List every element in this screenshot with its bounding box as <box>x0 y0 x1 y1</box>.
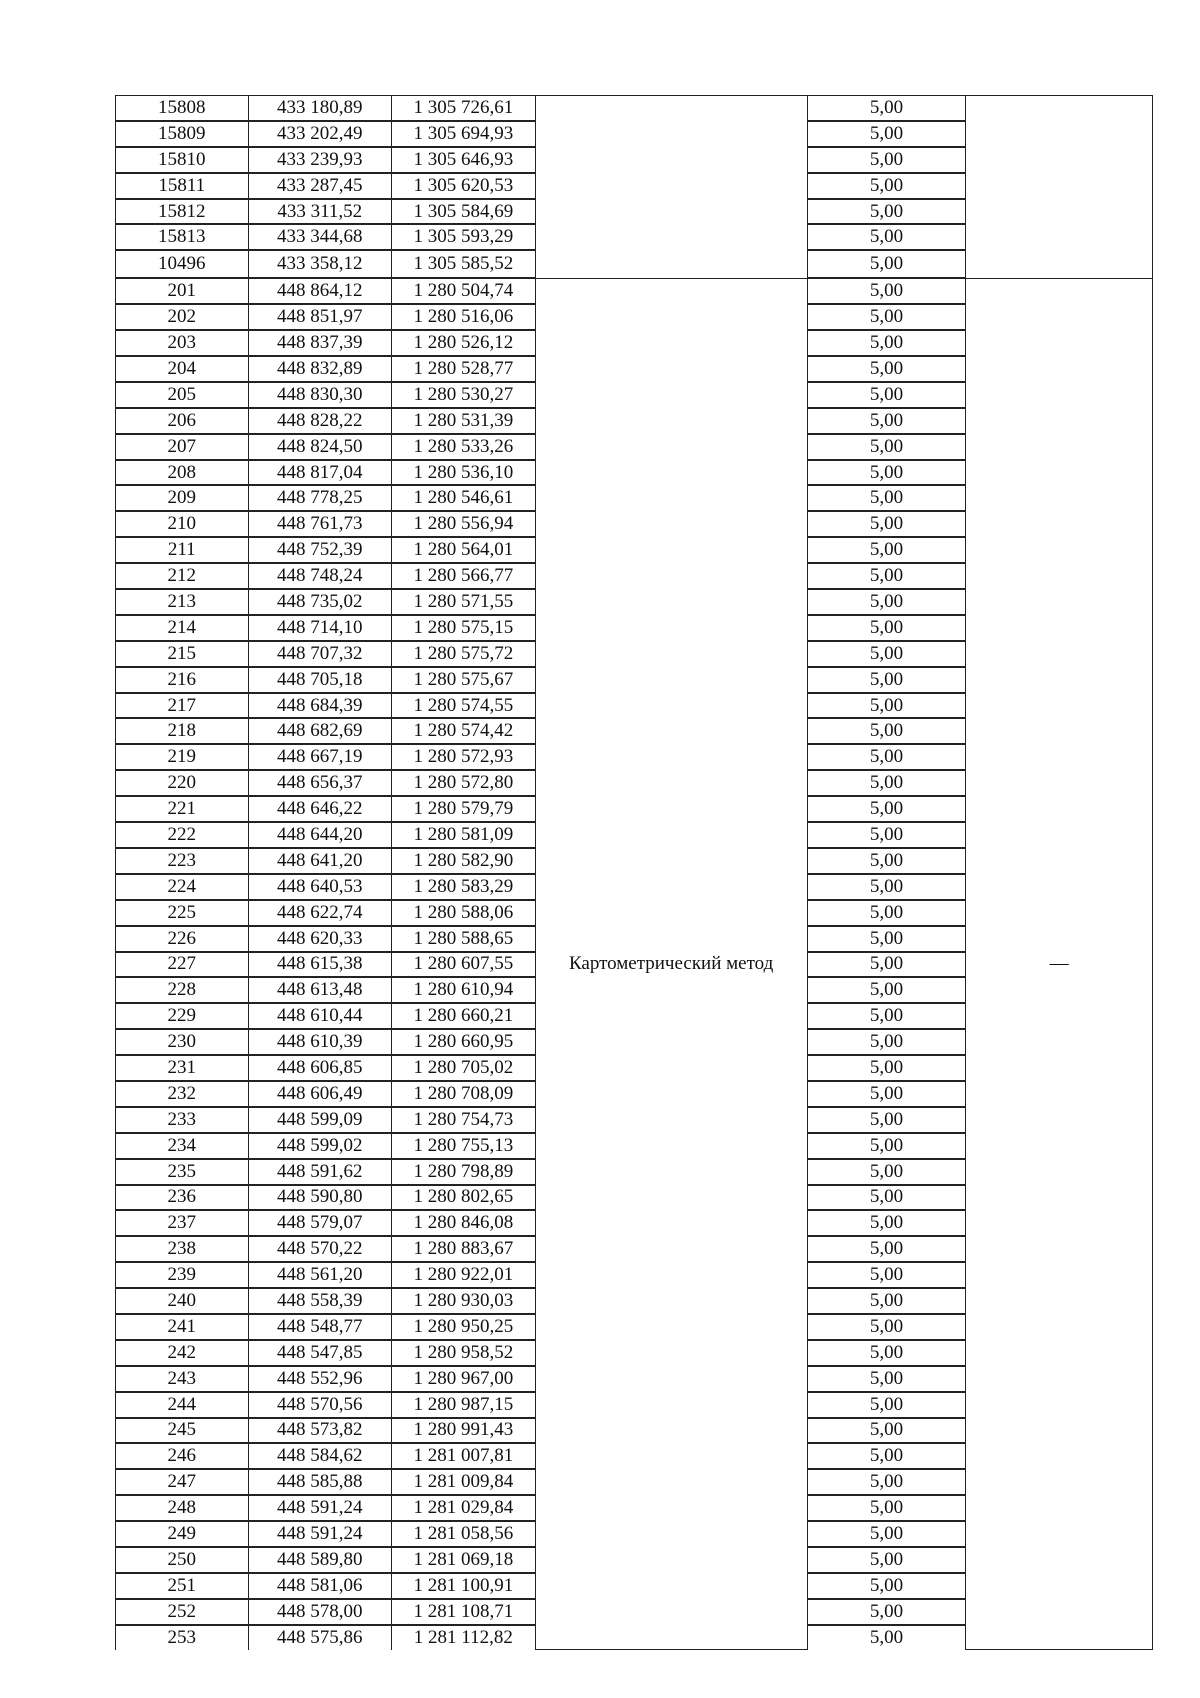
method-cell <box>535 96 807 279</box>
x-coordinate-cell: 448 599,02 <box>248 1133 392 1159</box>
point-number-cell: 248 <box>116 1495 249 1521</box>
accuracy-cell: 5,00 <box>807 121 966 147</box>
x-coordinate-cell: 448 641,20 <box>248 848 392 874</box>
y-coordinate-cell: 1 280 533,26 <box>392 434 536 460</box>
x-coordinate-cell: 448 585,88 <box>248 1469 392 1495</box>
x-coordinate-cell: 448 599,09 <box>248 1107 392 1133</box>
y-coordinate-cell: 1 305 620,53 <box>392 173 536 199</box>
accuracy-cell: 5,00 <box>807 224 966 250</box>
x-coordinate-cell: 448 752,39 <box>248 537 392 563</box>
point-number-cell: 240 <box>116 1288 249 1314</box>
x-coordinate-cell: 448 817,04 <box>248 460 392 486</box>
y-coordinate-cell: 1 280 581,09 <box>392 822 536 848</box>
accuracy-cell: 5,00 <box>807 900 966 926</box>
point-number-cell: 246 <box>116 1443 249 1469</box>
y-coordinate-cell: 1 280 930,03 <box>392 1288 536 1314</box>
accuracy-cell: 5,00 <box>807 1443 966 1469</box>
accuracy-cell: 5,00 <box>807 1210 966 1236</box>
point-number-cell: 229 <box>116 1003 249 1029</box>
y-coordinate-cell: 1 280 546,61 <box>392 485 536 511</box>
x-coordinate-cell: 448 570,56 <box>248 1392 392 1418</box>
x-coordinate-cell: 448 606,85 <box>248 1055 392 1081</box>
accuracy-cell: 5,00 <box>807 874 966 900</box>
x-coordinate-cell: 448 778,25 <box>248 485 392 511</box>
y-coordinate-cell: 1 280 705,02 <box>392 1055 536 1081</box>
y-coordinate-cell: 1 280 754,73 <box>392 1107 536 1133</box>
point-number-cell: 247 <box>116 1469 249 1495</box>
accuracy-cell: 5,00 <box>807 770 966 796</box>
x-coordinate-cell: 448 864,12 <box>248 278 392 304</box>
y-coordinate-cell: 1 280 958,52 <box>392 1340 536 1366</box>
accuracy-cell: 5,00 <box>807 434 966 460</box>
x-coordinate-cell: 448 707,32 <box>248 641 392 667</box>
x-coordinate-cell: 448 584,62 <box>248 1443 392 1469</box>
point-number-cell: 251 <box>116 1573 249 1599</box>
accuracy-cell: 5,00 <box>807 1081 966 1107</box>
x-coordinate-cell: 448 548,77 <box>248 1314 392 1340</box>
accuracy-cell: 5,00 <box>807 926 966 952</box>
point-number-cell: 236 <box>116 1185 249 1211</box>
accuracy-cell: 5,00 <box>807 1469 966 1495</box>
point-number-cell: 244 <box>116 1392 249 1418</box>
y-coordinate-cell: 1 280 987,15 <box>392 1392 536 1418</box>
point-number-cell: 232 <box>116 1081 249 1107</box>
y-coordinate-cell: 1 280 588,06 <box>392 900 536 926</box>
point-number-cell: 206 <box>116 408 249 434</box>
y-coordinate-cell: 1 305 593,29 <box>392 224 536 250</box>
accuracy-cell: 5,00 <box>807 1521 966 1547</box>
accuracy-cell: 5,00 <box>807 330 966 356</box>
y-coordinate-cell: 1 280 574,42 <box>392 718 536 744</box>
accuracy-cell: 5,00 <box>807 1029 966 1055</box>
point-number-cell: 15812 <box>116 199 249 225</box>
x-coordinate-cell: 448 581,06 <box>248 1573 392 1599</box>
x-coordinate-cell: 448 561,20 <box>248 1262 392 1288</box>
accuracy-cell: 5,00 <box>807 589 966 615</box>
point-number-cell: 10496 <box>116 250 249 278</box>
accuracy-cell: 5,00 <box>807 96 966 121</box>
table-body <box>116 96 1153 1650</box>
accuracy-cell: 5,00 <box>807 304 966 330</box>
x-coordinate-cell: 448 610,44 <box>248 1003 392 1029</box>
point-number-cell: 227 <box>116 952 249 978</box>
y-coordinate-cell: 1 280 536,10 <box>392 460 536 486</box>
point-number-cell: 226 <box>116 926 249 952</box>
accuracy-cell: 5,00 <box>807 667 966 693</box>
point-number-cell: 233 <box>116 1107 249 1133</box>
x-coordinate-cell: 448 682,69 <box>248 718 392 744</box>
x-coordinate-cell: 448 610,39 <box>248 1029 392 1055</box>
y-coordinate-cell: 1 280 526,12 <box>392 330 536 356</box>
point-number-cell: 223 <box>116 848 249 874</box>
point-number-cell: 15808 <box>116 96 249 121</box>
x-coordinate-cell: 448 824,50 <box>248 434 392 460</box>
y-coordinate-cell: 1 280 660,21 <box>392 1003 536 1029</box>
accuracy-cell: 5,00 <box>807 641 966 667</box>
point-number-cell: 234 <box>116 1133 249 1159</box>
point-number-cell: 224 <box>116 874 249 900</box>
x-coordinate-cell: 433 239,93 <box>248 147 392 173</box>
y-coordinate-cell: 1 280 583,29 <box>392 874 536 900</box>
y-coordinate-cell: 1 280 883,67 <box>392 1236 536 1262</box>
y-coordinate-cell: 1 280 572,80 <box>392 770 536 796</box>
accuracy-cell: 5,00 <box>807 278 966 304</box>
x-coordinate-cell: 448 591,62 <box>248 1159 392 1185</box>
y-coordinate-cell: 1 305 694,93 <box>392 121 536 147</box>
point-number-cell: 245 <box>116 1418 249 1444</box>
x-coordinate-cell: 448 591,24 <box>248 1521 392 1547</box>
y-coordinate-cell: 1 281 029,84 <box>392 1495 536 1521</box>
x-coordinate-cell: 448 828,22 <box>248 408 392 434</box>
y-coordinate-cell: 1 280 572,93 <box>392 744 536 770</box>
x-coordinate-cell: 448 735,02 <box>248 589 392 615</box>
point-number-cell: 241 <box>116 1314 249 1340</box>
accuracy-cell: 5,00 <box>807 615 966 641</box>
accuracy-cell: 5,00 <box>807 693 966 719</box>
accuracy-cell: 5,00 <box>807 1236 966 1262</box>
point-number-cell: 220 <box>116 770 249 796</box>
accuracy-cell: 5,00 <box>807 1159 966 1185</box>
x-coordinate-cell: 448 591,24 <box>248 1495 392 1521</box>
point-number-cell: 205 <box>116 382 249 408</box>
point-number-cell: 219 <box>116 744 249 770</box>
point-number-cell: 230 <box>116 1029 249 1055</box>
accuracy-cell: 5,00 <box>807 1314 966 1340</box>
accuracy-cell: 5,00 <box>807 382 966 408</box>
y-coordinate-cell: 1 280 571,55 <box>392 589 536 615</box>
accuracy-cell: 5,00 <box>807 173 966 199</box>
point-number-cell: 235 <box>116 1159 249 1185</box>
y-coordinate-cell: 1 305 646,93 <box>392 147 536 173</box>
y-coordinate-cell: 1 280 531,39 <box>392 408 536 434</box>
y-coordinate-cell: 1 281 108,71 <box>392 1599 536 1625</box>
x-coordinate-cell: 433 344,68 <box>248 224 392 250</box>
x-coordinate-cell: 448 578,00 <box>248 1599 392 1625</box>
accuracy-cell: 5,00 <box>807 537 966 563</box>
y-coordinate-cell: 1 305 726,61 <box>392 96 536 121</box>
point-number-cell: 225 <box>116 900 249 926</box>
point-number-cell: 214 <box>116 615 249 641</box>
coordinates-table <box>115 95 1153 1650</box>
x-coordinate-cell: 433 358,12 <box>248 250 392 278</box>
y-coordinate-cell: 1 280 967,00 <box>392 1366 536 1392</box>
y-coordinate-cell: 1 281 100,91 <box>392 1573 536 1599</box>
point-number-cell: 15809 <box>116 121 249 147</box>
accuracy-cell: 5,00 <box>807 485 966 511</box>
y-coordinate-cell: 1 280 950,25 <box>392 1314 536 1340</box>
point-number-cell: 242 <box>116 1340 249 1366</box>
y-coordinate-cell: 1 281 058,56 <box>392 1521 536 1547</box>
accuracy-cell: 5,00 <box>807 952 966 978</box>
accuracy-cell: 5,00 <box>807 1547 966 1573</box>
point-number-cell: 216 <box>116 667 249 693</box>
y-coordinate-cell: 1 280 530,27 <box>392 382 536 408</box>
x-coordinate-cell: 448 748,24 <box>248 563 392 589</box>
accuracy-cell: 5,00 <box>807 796 966 822</box>
point-number-cell: 213 <box>116 589 249 615</box>
accuracy-cell: 5,00 <box>807 563 966 589</box>
y-coordinate-cell: 1 280 575,72 <box>392 641 536 667</box>
x-coordinate-cell: 448 547,85 <box>248 1340 392 1366</box>
y-coordinate-cell: 1 281 069,18 <box>392 1547 536 1573</box>
table-row <box>116 278 1153 304</box>
y-coordinate-cell: 1 280 588,65 <box>392 926 536 952</box>
y-coordinate-cell: 1 281 112,82 <box>392 1625 536 1650</box>
point-number-cell: 203 <box>116 330 249 356</box>
x-coordinate-cell: 448 606,49 <box>248 1081 392 1107</box>
accuracy-cell: 5,00 <box>807 744 966 770</box>
y-coordinate-cell: 1 305 584,69 <box>392 199 536 225</box>
x-coordinate-cell: 448 589,80 <box>248 1547 392 1573</box>
accuracy-cell: 5,00 <box>807 1599 966 1625</box>
point-number-cell: 204 <box>116 356 249 382</box>
y-coordinate-cell: 1 280 528,77 <box>392 356 536 382</box>
x-coordinate-cell: 448 644,20 <box>248 822 392 848</box>
x-coordinate-cell: 448 622,74 <box>248 900 392 926</box>
x-coordinate-cell: 448 613,48 <box>248 977 392 1003</box>
y-coordinate-cell: 1 280 575,67 <box>392 667 536 693</box>
y-coordinate-cell: 1 280 991,43 <box>392 1418 536 1444</box>
x-coordinate-cell: 448 575,86 <box>248 1625 392 1650</box>
accuracy-cell: 5,00 <box>807 1573 966 1599</box>
point-number-cell: 237 <box>116 1210 249 1236</box>
point-number-cell: 210 <box>116 511 249 537</box>
x-coordinate-cell: 448 646,22 <box>248 796 392 822</box>
y-coordinate-cell: 1 280 802,65 <box>392 1185 536 1211</box>
point-number-cell: 231 <box>116 1055 249 1081</box>
y-coordinate-cell: 1 280 582,90 <box>392 848 536 874</box>
y-coordinate-cell: 1 280 574,55 <box>392 693 536 719</box>
x-coordinate-cell: 448 705,18 <box>248 667 392 693</box>
point-number-cell: 211 <box>116 537 249 563</box>
accuracy-cell: 5,00 <box>807 1366 966 1392</box>
y-coordinate-cell: 1 280 660,95 <box>392 1029 536 1055</box>
x-coordinate-cell: 433 180,89 <box>248 96 392 121</box>
y-coordinate-cell: 1 280 566,77 <box>392 563 536 589</box>
accuracy-cell: 5,00 <box>807 977 966 1003</box>
accuracy-cell: 5,00 <box>807 1185 966 1211</box>
accuracy-cell: 5,00 <box>807 1392 966 1418</box>
y-coordinate-cell: 1 280 516,06 <box>392 304 536 330</box>
x-coordinate-cell: 448 714,10 <box>248 615 392 641</box>
x-coordinate-cell: 433 202,49 <box>248 121 392 147</box>
y-coordinate-cell: 1 280 564,01 <box>392 537 536 563</box>
y-coordinate-cell: 1 280 504,74 <box>392 278 536 304</box>
point-number-cell: 15811 <box>116 173 249 199</box>
accuracy-cell: 5,00 <box>807 1340 966 1366</box>
x-coordinate-cell: 448 761,73 <box>248 511 392 537</box>
y-coordinate-cell: 1 281 009,84 <box>392 1469 536 1495</box>
accuracy-cell: 5,00 <box>807 1262 966 1288</box>
point-number-cell: 250 <box>116 1547 249 1573</box>
accuracy-cell: 5,00 <box>807 1495 966 1521</box>
x-coordinate-cell: 448 570,22 <box>248 1236 392 1262</box>
point-number-cell: 217 <box>116 693 249 719</box>
point-number-cell: 222 <box>116 822 249 848</box>
accuracy-cell: 5,00 <box>807 718 966 744</box>
point-number-cell: 218 <box>116 718 249 744</box>
x-coordinate-cell: 448 590,80 <box>248 1185 392 1211</box>
accuracy-cell: 5,00 <box>807 460 966 486</box>
point-number-cell: 215 <box>116 641 249 667</box>
x-coordinate-cell: 448 830,30 <box>248 382 392 408</box>
table-row <box>116 96 1153 121</box>
x-coordinate-cell: 448 640,53 <box>248 874 392 900</box>
x-coordinate-cell: 448 620,33 <box>248 926 392 952</box>
y-coordinate-cell: 1 280 755,13 <box>392 1133 536 1159</box>
point-number-cell: 253 <box>116 1625 249 1650</box>
y-coordinate-cell: 1 280 708,09 <box>392 1081 536 1107</box>
point-number-cell: 252 <box>116 1599 249 1625</box>
point-number-cell: 208 <box>116 460 249 486</box>
accuracy-cell: 5,00 <box>807 147 966 173</box>
point-number-cell: 249 <box>116 1521 249 1547</box>
accuracy-cell: 5,00 <box>807 1003 966 1029</box>
accuracy-cell: 5,00 <box>807 1107 966 1133</box>
y-coordinate-cell: 1 280 556,94 <box>392 511 536 537</box>
accuracy-cell: 5,00 <box>807 822 966 848</box>
x-coordinate-cell: 448 667,19 <box>248 744 392 770</box>
accuracy-cell: 5,00 <box>807 848 966 874</box>
y-coordinate-cell: 1 280 575,15 <box>392 615 536 641</box>
point-number-cell: 15813 <box>116 224 249 250</box>
x-coordinate-cell: 448 837,39 <box>248 330 392 356</box>
x-coordinate-cell: 448 573,82 <box>248 1418 392 1444</box>
accuracy-cell: 5,00 <box>807 250 966 278</box>
point-number-cell: 209 <box>116 485 249 511</box>
y-coordinate-cell: 1 280 610,94 <box>392 977 536 1003</box>
y-coordinate-cell: 1 280 579,79 <box>392 796 536 822</box>
y-coordinate-cell: 1 280 846,08 <box>392 1210 536 1236</box>
x-coordinate-cell: 448 684,39 <box>248 693 392 719</box>
x-coordinate-cell: 448 656,37 <box>248 770 392 796</box>
method-cell: Картометрический метод <box>535 278 807 1649</box>
y-coordinate-cell: 1 280 798,89 <box>392 1159 536 1185</box>
y-coordinate-cell: 1 280 607,55 <box>392 952 536 978</box>
point-number-cell: 212 <box>116 563 249 589</box>
point-number-cell: 207 <box>116 434 249 460</box>
x-coordinate-cell: 448 558,39 <box>248 1288 392 1314</box>
x-coordinate-cell: 448 851,97 <box>248 304 392 330</box>
y-coordinate-cell: 1 281 007,81 <box>392 1443 536 1469</box>
note-cell: — <box>966 278 1153 1649</box>
point-number-cell: 228 <box>116 977 249 1003</box>
y-coordinate-cell: 1 305 585,52 <box>392 250 536 278</box>
accuracy-cell: 5,00 <box>807 1288 966 1314</box>
accuracy-cell: 5,00 <box>807 1625 966 1650</box>
point-number-cell: 221 <box>116 796 249 822</box>
x-coordinate-cell: 433 311,52 <box>248 199 392 225</box>
accuracy-cell: 5,00 <box>807 1418 966 1444</box>
point-number-cell: 239 <box>116 1262 249 1288</box>
x-coordinate-cell: 448 579,07 <box>248 1210 392 1236</box>
point-number-cell: 201 <box>116 278 249 304</box>
accuracy-cell: 5,00 <box>807 356 966 382</box>
accuracy-cell: 5,00 <box>807 1133 966 1159</box>
x-coordinate-cell: 448 615,38 <box>248 952 392 978</box>
point-number-cell: 243 <box>116 1366 249 1392</box>
point-number-cell: 15810 <box>116 147 249 173</box>
point-number-cell: 202 <box>116 304 249 330</box>
point-number-cell: 238 <box>116 1236 249 1262</box>
accuracy-cell: 5,00 <box>807 511 966 537</box>
accuracy-cell: 5,00 <box>807 408 966 434</box>
accuracy-cell: 5,00 <box>807 1055 966 1081</box>
y-coordinate-cell: 1 280 922,01 <box>392 1262 536 1288</box>
x-coordinate-cell: 433 287,45 <box>248 173 392 199</box>
x-coordinate-cell: 448 552,96 <box>248 1366 392 1392</box>
note-cell <box>966 96 1153 279</box>
x-coordinate-cell: 448 832,89 <box>248 356 392 382</box>
accuracy-cell: 5,00 <box>807 199 966 225</box>
